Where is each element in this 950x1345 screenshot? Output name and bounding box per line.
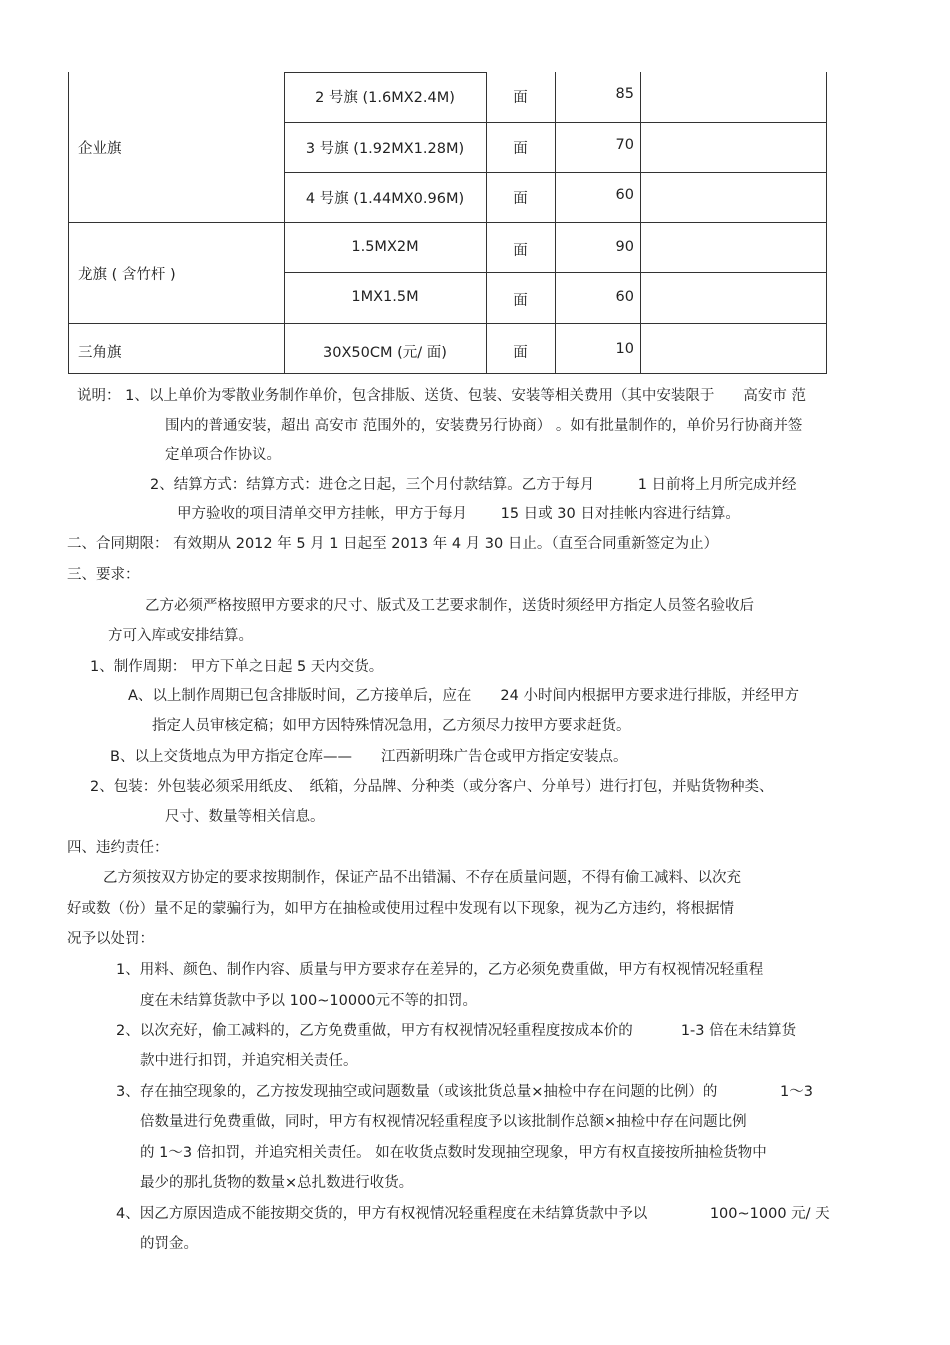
table-divider — [555, 72, 556, 374]
table-cell-category: 企业旗 — [78, 141, 122, 157]
table-cell-spec: 2 号旗 (1.6MX2.4M) — [315, 90, 455, 106]
table-cell-unit: 面 — [513, 345, 528, 361]
table-divider — [284, 72, 487, 73]
note-line: 定单项合作协议。 — [165, 447, 281, 463]
table-divider — [486, 72, 487, 374]
table-cell-spec: 30X50CM (元/ 面) — [323, 345, 447, 361]
list-item: 倍数量进行免费重做，同时，甲方有权视情况轻重程度予以该批制作总额×抽检中存在问题比例 — [140, 1114, 747, 1130]
list-item: 款中进行扣罚，并追究相关责任。 — [140, 1053, 358, 1069]
table-cell-category: 龙旗 ( 含竹杆 ) — [78, 267, 176, 283]
table-cell-spec: 4 号旗 (1.44MX0.96M) — [305, 191, 465, 207]
paragraph-line: 况予以处罚： — [67, 931, 154, 947]
list-item: 度在未结算货款中予以 100~10000元不等的扣罚。 — [140, 993, 478, 1009]
section-heading: 四、违约责任： — [67, 840, 169, 856]
table-cell-spec: 3 号旗 (1.92MX1.28M) — [305, 141, 465, 157]
list-item: 尺寸、数量等相关信息。 — [165, 809, 325, 825]
table-divider — [284, 72, 285, 374]
table-cell-spec: 1MX1.5M — [351, 289, 419, 305]
list-item: 3、存在抽空现象的，乙方按发现抽空或问题数量（或该批货总量×抽检中存在问题的比例）的 1～3 — [116, 1084, 813, 1100]
list-item: 4、因乙方原因造成不能按期交货的，甲方有权视情况轻重程度在未结算货款中予以 100~1000 元/ 天 — [116, 1206, 830, 1222]
note-line: 2、结算方式：结算方式：进仓之日起，三个月付款结算。乙方于每月 1 日前将上月所完成并经 — [150, 477, 797, 493]
note-line: 说明： 1、以上单价为零散业务制作单价，包含排版、送货、包装、安装等相关费用（其中安装限于 高安市 范 — [77, 388, 806, 404]
list-item: A、以上制作周期已包含排版时间，乙方接单后，应在 24 小时间内根据甲方要求进行排版，并经甲方 — [128, 688, 799, 704]
list-item: 1、制作周期： 甲方下单之日起 5 天内交货。 — [90, 659, 384, 675]
paragraph-line: 乙方必须严格按照甲方要求的尺寸、版式及工艺要求制作，送货时须经甲方指定人员签名验收后 — [145, 598, 754, 614]
table-cell-category: 三角旗 — [78, 345, 122, 361]
list-item: 2、以次充好，偷工减料的，乙方免费重做，甲方有权视情况轻重程度按成本价的 1-3 倍在未结算货 — [116, 1023, 797, 1039]
paragraph-line: 好或数（份）量不足的蒙骗行为，如甲方在抽检或使用过程中发现有以下现象，视为乙方违约，将根据情 — [67, 901, 734, 917]
list-item: 的 1～3 倍扣罚，并追究相关责任。 如在收货点数时发现抽空现象，甲方有权直接按所抽检货物中 — [140, 1145, 767, 1161]
table-divider — [284, 172, 827, 173]
table-cell-unit: 面 — [513, 141, 528, 157]
table-divider — [284, 122, 827, 123]
table-cell-spec: 1.5MX2M — [351, 239, 419, 255]
table-border-left — [68, 72, 69, 374]
table-cell-unit: 面 — [513, 191, 528, 207]
table-divider — [68, 323, 827, 324]
table-cell-price: 10 — [615, 341, 634, 357]
list-item: 1、用料、颜色、制作内容、质量与甲方要求存在差异的，乙方必须免费重做，甲方有权视情况轻重程 — [116, 962, 764, 978]
table-divider — [640, 72, 641, 374]
table-cell-price: 60 — [615, 187, 634, 203]
section-heading: 三、要求： — [67, 567, 140, 583]
list-item: 指定人员审核定稿；如甲方因特殊情况急用，乙方须尽力按甲方要求赶货。 — [152, 718, 631, 734]
table-cell-price: 85 — [615, 86, 634, 102]
section-heading: 二、合同期限： 有效期从 2012 年 5 月 1 日起至 2013 年 4 月 30 日止。（直至合同重新签定为止） — [67, 536, 719, 552]
list-item: 2、包装：外包装必须采用纸皮、 纸箱，分品牌、分种类（或分客户、分单号）进行打包，并贴货物种类、 — [90, 779, 774, 795]
paragraph-line: 方可入库或安排结算。 — [108, 628, 253, 644]
table-cell-price: 70 — [615, 137, 634, 153]
table-border-right — [826, 72, 827, 374]
note-line: 甲方验收的项目清单交甲方挂帐，甲方于每月 15 日或 30 日对挂帐内容进行结算。 — [177, 506, 740, 522]
table-cell-unit: 面 — [513, 293, 528, 309]
paragraph-line: 乙方须按双方协定的要求按期制作，保证产品不出错漏、不存在质量问题，不得有偷工减料、以次充 — [103, 870, 741, 886]
list-item: B、以上交货地点为甲方指定仓库—— 江西新明珠广告仓或甲方指定安装点。 — [110, 749, 628, 765]
table-cell-unit: 面 — [513, 243, 528, 259]
table-cell-unit: 面 — [513, 90, 528, 106]
table-divider — [284, 272, 827, 273]
table-border-bottom — [68, 373, 827, 374]
table-cell-price: 60 — [615, 289, 634, 305]
table-cell-price: 90 — [615, 239, 634, 255]
note-line: 围内的普通安装，超出 高安市 范围外的，安装费另行协商） 。如有批量制作的，单价另行协商并签 — [165, 418, 803, 434]
table-divider — [68, 222, 827, 223]
list-item: 的罚金。 — [140, 1236, 198, 1252]
list-item: 最少的那扎货物的数量×总扎数进行收货。 — [140, 1175, 414, 1191]
